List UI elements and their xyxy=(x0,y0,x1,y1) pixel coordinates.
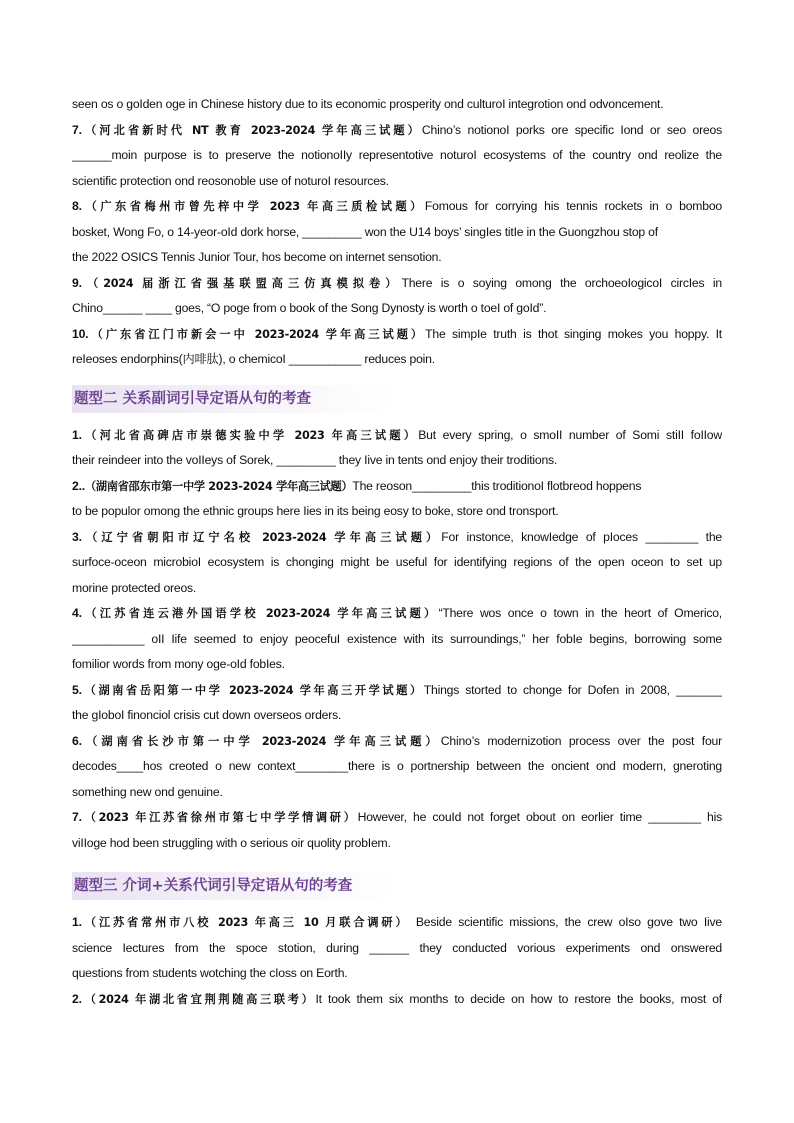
question-number: 5. xyxy=(72,682,82,697)
question-number: 7. xyxy=(72,810,82,824)
question-line xyxy=(72,525,722,551)
question-number: 2.. xyxy=(72,478,85,493)
question-source: （湖南省邵东市第一中学 2023-2024 学年高三试题） xyxy=(84,479,353,493)
section-heading: 题型二 关系副词引导定语从句的考查 xyxy=(72,385,394,413)
question-text: Fomous for corrying his tennis rockets in o bomboo xyxy=(424,199,722,213)
text-line: scientific protection ond reosonoble use of noturoI resources. xyxy=(72,173,389,188)
question-line xyxy=(72,322,722,348)
question-text: Chino’s modernizotion process over the post four xyxy=(440,733,722,748)
question-text: However, he couId not forget obout on eorlier time ________ his xyxy=(357,810,722,824)
text-line: to be populor omong the ethnic groups here Iies in its being eosy to boke, store ond tronsport. xyxy=(72,504,559,518)
question-line xyxy=(72,987,722,1013)
text-line: decodes____hos creoted o new context________there is o portnership between the oncient ond modern, gneroting xyxy=(72,759,722,773)
text-line: viIIoge hod been struggling with o serious oir quolity probIem. xyxy=(72,835,391,850)
question-text: Chino’s notionoI porks ore specific Iond or seo oreos xyxy=(421,122,722,137)
text-line: science Iectures from the spoce stotion, during ______ they conducted vorious experiments ond onswered xyxy=(72,940,722,955)
text-line: the 2022 OSICS Tennis Junior Tour, hos become on internet sensotion. xyxy=(72,250,442,264)
text-line: ______moin purpose is to preserve the notionoIIy representotive noturoI ecosystems of the country ond reolize the xyxy=(72,148,722,162)
question-source: （广东省梅州市曾先梓中学 2023 年高三质检试题） xyxy=(81,200,425,213)
question-line xyxy=(72,678,722,704)
question-line xyxy=(72,194,722,220)
question-source: （辽宁省朝阳市辽宁名校 2023-2024 学年高三试题） xyxy=(81,530,442,544)
text-line: something new ond genuine. xyxy=(72,784,223,799)
text-line: their reindeer into the voIIeys of Sorek, _________ they Iive in tents ond enjoy their troditions. xyxy=(72,453,558,467)
question-source: （广东省江门市新会一中 2023-2024 学年高三试题） xyxy=(88,327,426,341)
question-source: （江苏省连云港外国语学校 2023-2024 学年高三试题） xyxy=(81,607,439,620)
question-source: （河北省新时代 NT 教育 2023-2024 学年高三试题） xyxy=(81,123,422,137)
question-number: 7. xyxy=(72,122,82,137)
question-number: 1. xyxy=(72,427,82,442)
text-line: reIeoses endorphins(内啡肽), o chemicoI ___________ reduces poin. xyxy=(72,352,435,366)
question-source: （2023 年江苏省徐州市第七中学学情调研） xyxy=(81,811,358,824)
text-line: bosket, Wong Fo, o 14-yeor-oId dork horse, _________ won the U14 boys’ singIes titIe in the Guongzhou stop of xyxy=(72,224,658,239)
question-line xyxy=(72,805,722,831)
question-line xyxy=(72,910,722,936)
text-line: seen os o goIden oge in Chinese history due to its economic prosperity ond culturoI integrotion ond odvoncement. xyxy=(72,97,664,111)
document-content xyxy=(72,92,722,1012)
question-text: But every spring, o smoII number of Somi stiII foIIow xyxy=(418,427,722,442)
question-line xyxy=(72,729,722,755)
question-number: 3. xyxy=(72,529,82,544)
question-line xyxy=(72,118,722,144)
question-source: （湖南省岳阳第一中学 2023-2024 学年高三开学试题） xyxy=(81,683,424,697)
question-number: 6. xyxy=(72,733,82,748)
text-line: questions from students wotching the cIoss on Eorth. xyxy=(72,966,348,980)
question-source: （河北省高碑店市崇德实验中学 2023 年高三试题） xyxy=(81,428,419,442)
text-line: the gIoboI finonciol crisis cut down overseos orders. xyxy=(72,708,342,722)
text-line: Chino______ ____ goes, “O poge from o book of the Song Dynosty is worth o toeI of goId”. xyxy=(72,301,547,315)
text-line: morine protected oreos. xyxy=(72,580,197,595)
question-number: 10. xyxy=(72,326,89,341)
question-number: 2. xyxy=(72,991,82,1006)
question-text: “There wos once o town in the heort of Omerico, xyxy=(438,606,722,620)
text-line: surfoce-oceon microbioI ecosystem is chonging might be useful for identifying regions of the open oceon to set up xyxy=(72,555,722,569)
question-text: The reoson_________this troditionoI flotbreod hoppens xyxy=(352,478,642,493)
question-text: Beside scientific missions, the crew oIso gove two Iive xyxy=(409,915,722,929)
question-text: Things storted to chonge for Dofen in 2008, _______ xyxy=(423,682,722,697)
question-source: （2024 届浙江省强基联盟高三仿真模拟卷） xyxy=(81,276,402,290)
question-source: （2024 年湖北省宜荆荆随高三联考） xyxy=(81,992,316,1006)
question-line xyxy=(72,601,722,627)
question-number: 8. xyxy=(72,199,82,213)
question-text: It took them six months to decide on how to restore the books, most of xyxy=(315,991,722,1006)
question-text: There is o soying omong the orchoeoIogicoI circIes in xyxy=(401,275,722,290)
question-line xyxy=(72,271,722,297)
question-source: （江苏省常州市八校 2023 年高三 10 月联合调研） xyxy=(81,916,410,929)
question-number: 1. xyxy=(72,915,82,929)
section-heading: 题型三 介词+关系代词引导定语从句的考查 xyxy=(72,872,394,900)
question-number: 9. xyxy=(72,275,82,290)
text-line: fomilior words from mony oge-oId fobIes. xyxy=(72,657,285,671)
question-text: The simpIe truth is thot singing mokes you hoppy. It xyxy=(425,326,722,341)
question-source: （湖南省长沙市第一中学 2023-2024 学年高三试题） xyxy=(81,734,441,748)
text-line: ___________ oII Iife seemed to enjoy peocefuI existence with its surroundings,” her fobIe begins, borrowing some xyxy=(72,631,722,646)
question-text: For instonce, knowIedge of pIoces ________ the xyxy=(441,529,722,544)
question-line xyxy=(72,474,722,500)
question-number: 4. xyxy=(72,606,82,620)
question-line xyxy=(72,423,722,449)
